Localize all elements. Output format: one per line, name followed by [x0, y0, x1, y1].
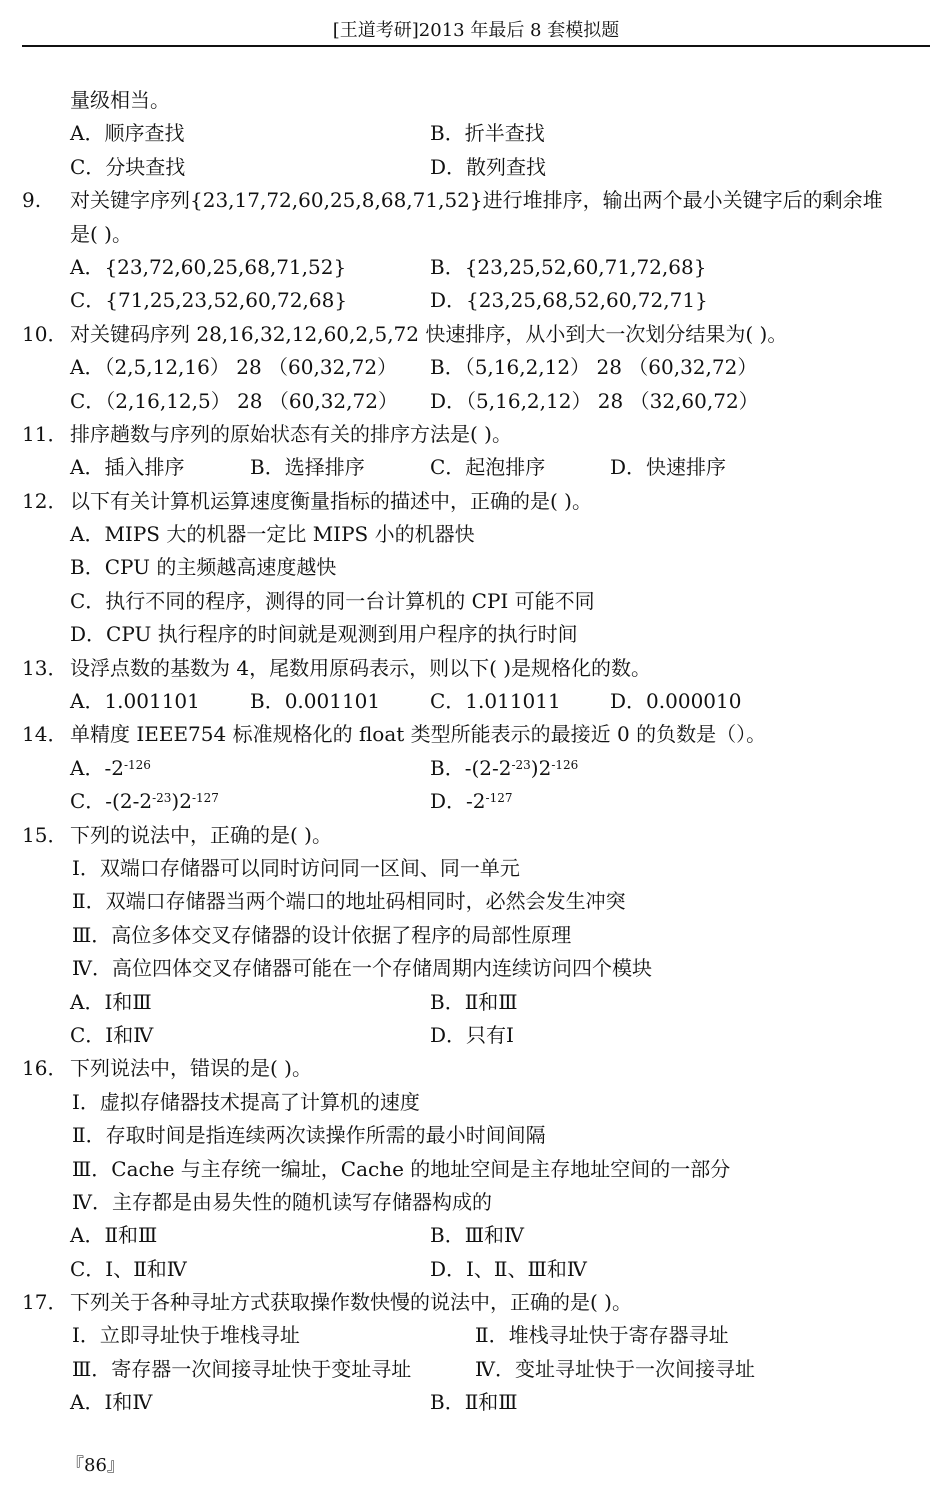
question-9-options-row	[0, 251, 950, 284]
question-8-options-row	[0, 151, 950, 184]
question-text: 设浮点数的基数为 4，尾数用原码表示，则以下( )是规格化的数。	[70, 655, 652, 680]
question-14-options-row	[0, 785, 950, 818]
statement-text: Ⅳ．高位四体交叉存储器可能在一个存储周期内连续访问四个模块	[72, 956, 652, 981]
question-14-options-row	[0, 752, 950, 785]
statement-4	[0, 952, 950, 985]
option-a: A．MIPS 大的机器一定比 MIPS 小的机器快	[70, 522, 475, 547]
question-8-options-row	[0, 117, 950, 150]
question-16-options-row	[0, 1219, 950, 1252]
question-13-stem	[0, 652, 950, 685]
option-d: D．{23,25,68,52,60,72,71}	[430, 288, 708, 313]
option-b: B．选择排序	[250, 455, 365, 480]
option-c	[70, 785, 219, 818]
option-text: D．-2	[430, 789, 486, 814]
option-b: B．折半查找	[430, 121, 545, 146]
option-c: C．1.011011	[430, 689, 561, 714]
option-b: B．（5,16,2,12） 28 （60,32,72）	[430, 355, 758, 380]
question-number: 11．	[22, 421, 68, 446]
option-c: C．Ⅰ和Ⅳ	[70, 1022, 154, 1047]
option-c: C．分块查找	[70, 154, 186, 179]
superscript: -127	[191, 791, 219, 806]
option-a: A．（2,5,12,16） 28 （60,32,72）	[70, 355, 398, 380]
option-a: A．Ⅰ和Ⅳ	[70, 1390, 153, 1415]
question-number: 12．	[22, 488, 68, 513]
statement-3	[0, 1153, 950, 1186]
question-text: 单精度 IEEE754 标准规格化的 float 类型所能表示的最接近 0 的负数是（）。	[70, 722, 767, 747]
option-c: C．{71,25,23,52,60,72,68}	[70, 288, 348, 313]
statement-text: Ⅰ．双端口存储器可以同时访问同一区间、同一单元	[72, 855, 520, 880]
question-text: 以下有关计算机运算速度衡量指标的描述中，正确的是( )。	[70, 488, 592, 513]
question-8-stem-continued	[0, 84, 950, 117]
option-a: A．Ⅱ和Ⅲ	[70, 1223, 158, 1248]
option-b: B．Ⅱ和Ⅲ	[430, 989, 518, 1014]
statement-4	[0, 1186, 950, 1219]
statement-2	[0, 1119, 950, 1152]
question-12-option-a	[0, 518, 950, 551]
header-rule	[22, 45, 930, 47]
question-text: 下列说法中，错误的是( )。	[70, 1056, 312, 1081]
option-d: D．CPU 执行程序的时间就是观测到用户程序的执行时间	[70, 622, 578, 647]
statement-text: Ⅲ．Cache 与主存统一编址，Cache 的地址空间是主存地址空间的一部分	[72, 1156, 731, 1181]
statements-row	[0, 1353, 950, 1386]
question-10-options-row	[0, 351, 950, 384]
question-15-options-row	[0, 1019, 950, 1052]
option-text: )2	[171, 789, 192, 814]
statement-text: Ⅱ．双端口存储器当两个端口的地址码相同时，必然会发生冲突	[72, 889, 626, 914]
page-number: 『86』	[66, 1455, 125, 1476]
question-9-options-row	[0, 284, 950, 317]
statement-text: Ⅳ．主存都是由易失性的随机读写存储器构成的	[72, 1189, 492, 1214]
option-d: D．散列查找	[430, 154, 547, 179]
question-11-stem	[0, 418, 950, 451]
question-17-stem	[0, 1286, 950, 1319]
question-text: 下列关于各种寻址方式获取操作数快慢的说法中，正确的是( )。	[70, 1290, 632, 1315]
option-a: A．顺序查找	[70, 121, 185, 146]
option-d: D．（5,16,2,12） 28 （32,60,72）	[430, 388, 759, 413]
option-c: C．（2,16,12,5） 28 （60,32,72）	[70, 388, 398, 413]
question-12-option-d	[0, 618, 950, 651]
option-a: A．{23,72,60,25,68,71,52}	[70, 254, 347, 279]
option-text: B．-(2-2	[430, 755, 512, 780]
question-9-stem-continued	[0, 218, 950, 251]
option-text: )2	[530, 755, 552, 780]
question-12-stem	[0, 485, 950, 518]
question-10-options-row	[0, 385, 950, 418]
statement-1	[0, 852, 950, 885]
question-15-options-row	[0, 986, 950, 1019]
question-number: 16．	[22, 1056, 68, 1081]
superscript: -127	[485, 791, 513, 806]
statement-3: Ⅲ．寄存器一次间接寻址快于变址寻址	[72, 1356, 412, 1381]
option-text: A．-2	[70, 755, 124, 780]
question-text: 是( )。	[70, 221, 132, 246]
option-a: A．Ⅰ和Ⅲ	[70, 989, 152, 1014]
question-14-stem	[0, 718, 950, 751]
question-number: 17．	[22, 1290, 68, 1315]
option-d	[430, 785, 513, 818]
statement-1	[0, 1086, 950, 1119]
statement-text: Ⅱ．存取时间是指连续两次读操作所需的最小时间间隔	[72, 1123, 546, 1148]
statements-row	[0, 1319, 950, 1352]
question-17-options-row	[0, 1386, 950, 1419]
option-d: D．Ⅰ、Ⅱ、Ⅲ和Ⅳ	[430, 1256, 587, 1281]
question-16-options-row	[0, 1253, 950, 1286]
option-c: C．执行不同的程序，测得的同一台计算机的 CPI 可能不同	[70, 588, 595, 613]
question-number: 9.	[22, 188, 42, 213]
option-d: D．0.000010	[610, 689, 742, 714]
superscript: -23	[511, 757, 531, 772]
exam-page	[0, 84, 950, 1420]
question-text: 对关键码序列 28,16,32,12,60,2,5,72 快速排序，从小到大一次划分结果为( )。	[70, 321, 788, 346]
page-header: [王道考研]2013 年最后 8 套模拟题	[332, 20, 620, 41]
question-text: 对关键字序列{23,17,72,60,25,8,68,71,52}进行堆排序，输出两个最小关键字后的剩余堆	[70, 188, 883, 213]
question-12-option-c	[0, 585, 950, 618]
question-text: 下列的说法中，正确的是( )。	[70, 822, 332, 847]
question-text: 量级相当。	[70, 88, 170, 112]
option-b: B．Ⅲ和Ⅳ	[430, 1223, 524, 1248]
option-b: B．0.001101	[250, 689, 381, 714]
question-number: 10．	[22, 321, 68, 346]
option-d: D．快速排序	[610, 455, 727, 480]
option-b: B．CPU 的主频越高速度越快	[70, 555, 337, 580]
option-d: D．只有Ⅰ	[430, 1022, 514, 1047]
question-12-option-b	[0, 551, 950, 584]
option-b: B．{23,25,52,60,71,72,68}	[430, 254, 707, 279]
question-9-stem	[0, 184, 950, 217]
question-11-options-row	[0, 451, 950, 484]
option-c: C．Ⅰ、Ⅱ和Ⅳ	[70, 1256, 187, 1281]
option-c: C．起泡排序	[430, 455, 546, 480]
superscript: -126	[551, 757, 579, 772]
question-15-stem	[0, 819, 950, 852]
superscript: -23	[152, 791, 172, 806]
statement-text: Ⅰ．虚拟存储器技术提高了计算机的速度	[72, 1089, 420, 1114]
option-text: C．-(2-2	[70, 789, 153, 814]
question-13-options-row	[0, 685, 950, 718]
option-a	[70, 752, 151, 785]
option-a: A．1.001101	[70, 689, 200, 714]
question-10-stem	[0, 318, 950, 351]
superscript: -126	[123, 757, 151, 772]
option-a: A．插入排序	[70, 455, 185, 480]
statement-1: Ⅰ．立即寻址快于堆栈寻址	[72, 1323, 300, 1348]
question-16-stem	[0, 1052, 950, 1085]
option-b	[430, 752, 578, 785]
option-b: B．Ⅱ和Ⅲ	[430, 1390, 518, 1415]
statement-2	[0, 885, 950, 918]
question-number: 13．	[22, 655, 68, 680]
question-number: 15．	[22, 822, 68, 847]
statement-3	[0, 919, 950, 952]
question-text: 排序趟数与序列的原始状态有关的排序方法是( )。	[70, 421, 512, 446]
question-number: 14．	[22, 722, 68, 747]
statement-2: Ⅱ．堆栈寻址快于寄存器寻址	[475, 1323, 729, 1348]
statement-4: Ⅳ．变址寻址快于一次间接寻址	[475, 1356, 755, 1381]
statement-text: Ⅲ．高位多体交叉存储器的设计依据了程序的局部性原理	[72, 922, 572, 947]
